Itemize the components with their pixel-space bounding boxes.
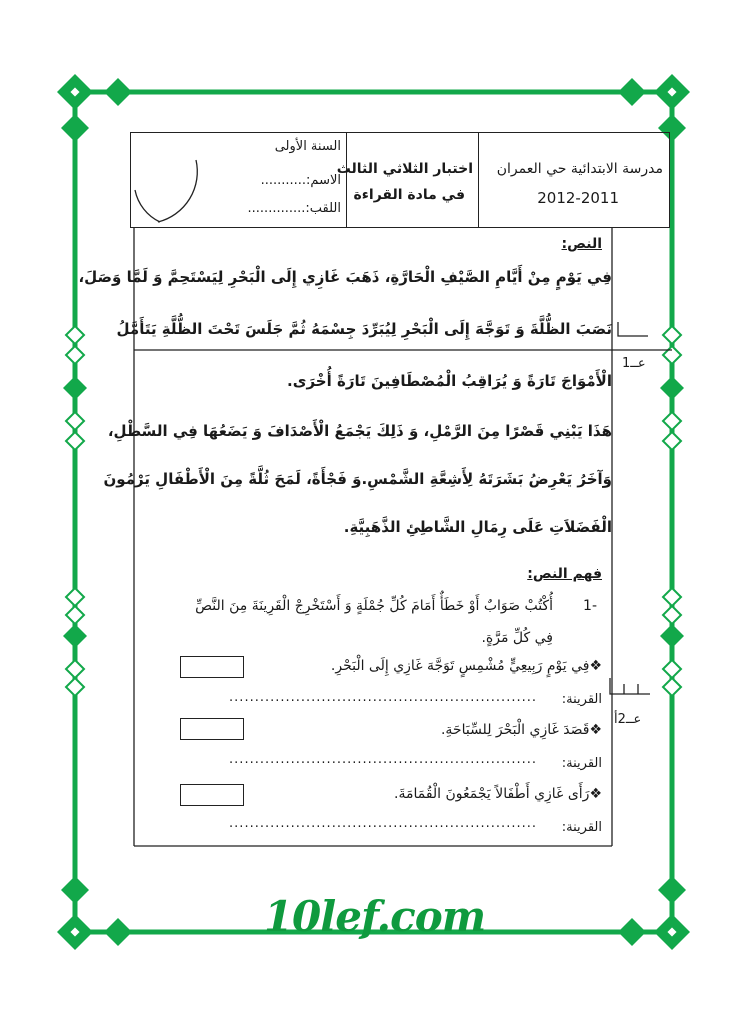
- name-field[interactable]: [261, 173, 341, 188]
- margin-score-box-1: [614, 320, 654, 340]
- item-1-clue-line[interactable]: ............................................................: [229, 690, 537, 705]
- item-3-answer-box[interactable]: [180, 784, 244, 806]
- surname-label: اللقب:: [305, 201, 341, 216]
- header-school-cell: [478, 133, 669, 227]
- question-1-instruction: أُكْتُبْ صَوَابٌ أَوْ خَطَأٌ أَمَامَ كُلِّ جُمْلَةٍ وَ أَسْتَخْرِجْ الْقَرِينَةَ مِنَ النَّصِّ: [195, 598, 553, 614]
- margin-mark-1: عــ1: [622, 356, 646, 371]
- item-3-sentence: ❖رَأَى غَازِي أَطْفَالاً يَجْمَعُونَ الْقُمَامَةَ.: [394, 786, 602, 802]
- text-line-4: هَذَا يَبْنِي قَصْرًا مِنَ الرَّمْلِ، وَ ذَلِكَ يَجْمَعُ الْأَصْدَافَ وَ يَضَعُهَا فِي السَّطْلِ،: [107, 422, 612, 440]
- margin-score-box-2: [606, 676, 656, 698]
- text-line-6: الْفَضَلاَتِ عَلَى رِمَالِ الشَّاطِئِ الذَّهَبِيَّةِ.: [343, 518, 612, 536]
- name-label: الاسم:: [306, 173, 341, 188]
- surname-dots: ..............: [247, 201, 306, 216]
- item-2-clue-line[interactable]: ............................................................: [229, 752, 537, 767]
- exam-title: اختبار الثلاثي الثالث: [336, 161, 473, 177]
- exam-subject: في مادة القراءة: [353, 187, 465, 203]
- exam-header: [130, 132, 670, 228]
- text-line-1: فِي يَوْمٍ مِنْ أَيَّامِ الصَّيْفِ الْحَارَّةِ، ذَهَبَ غَازِي إِلَى الْبَحْرِ لِيَسْتَحِمَّ وَ لَمَّا وَصَلَ،: [78, 268, 612, 286]
- text-line-2: نَصَبَ الظُّلَّةَ وَ تَوَجَّهَ إِلَى الْبَحْرِ لِيُبَرِّدَ جِسْمَهُ ثُمَّ جَلَسَ تَحْتَ الظُّلَّةِ يَتَأَمَّلُ: [116, 320, 612, 338]
- item-2-clue-label: القرينة:: [561, 756, 602, 771]
- item-1-clue-label: القرينة:: [561, 692, 602, 707]
- text-heading: النص:: [561, 236, 602, 252]
- item-1-sentence: ❖فِي يَوْمٍ رَبِيعِيٍّ مُشْمِسٍ تَوَجَّهَ غَازِي إِلَى الْبَحْرِ.: [330, 658, 602, 674]
- item-1-answer-box[interactable]: [180, 656, 244, 678]
- question-1-instruction-cont: فِي كُلِّ مَرَّةٍ.: [481, 630, 553, 646]
- item-2-answer-box[interactable]: [180, 718, 244, 740]
- school-name: مدرسة الابتدائية حي العمران: [496, 161, 663, 177]
- question-1-number: 1-: [583, 598, 597, 614]
- item-3-clue-line[interactable]: ............................................................: [229, 816, 537, 831]
- name-dots: ...........: [260, 173, 307, 188]
- item-3-clue-label: القرينة:: [561, 820, 602, 835]
- header-student-cell: [131, 133, 347, 227]
- header-title-cell: [336, 133, 479, 227]
- surname-field[interactable]: [248, 201, 341, 216]
- comprehension-heading: فهم النص:: [527, 566, 602, 582]
- school-year: 2012-2011: [537, 189, 619, 207]
- item-2-sentence: ❖قَصَدَ غَازِي الْبَحْرَ لِلسِّبَاحَةِ.: [440, 722, 602, 738]
- text-line-3: الْأَمْوَاجَ تَارَةً وَ يُرَاقِبُ الْمُصْطَافِينَ تَارَةً أُخْرَى.: [287, 372, 612, 390]
- grade-label: السنة الأولى: [274, 139, 341, 154]
- margin-mark-2: عــ2أ: [614, 712, 642, 727]
- site-watermark: 10lef.com: [263, 892, 486, 941]
- text-line-5: وَآخَرُ يَعْرِضُ بَشَرَتَهُ لِأَشِعَّةِ الشَّمْسِ.وَ فَجْأَةً، لَمَحَ ثُلَّةً مِنَ الْأَطْفَالِ يَرْمُونَ: [103, 470, 612, 488]
